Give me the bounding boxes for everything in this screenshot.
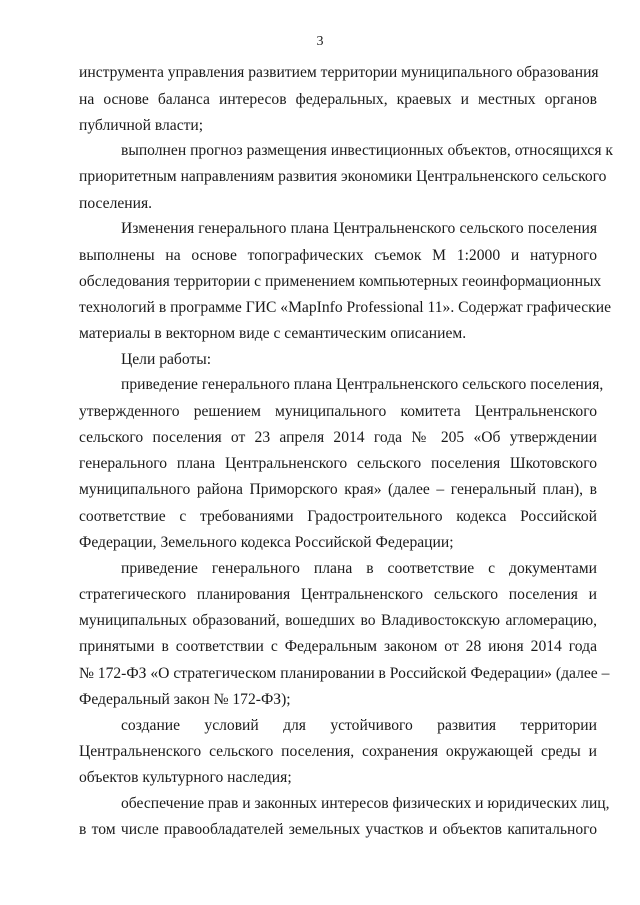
text-line: технологий в программе ГИС «MapInfo Professional 11». Содержат графические [79, 299, 612, 316]
text-line: объектов культурного наследия; [79, 769, 292, 786]
page-number: 3 [316, 34, 324, 49]
text-line: стратегического планирования Центральненского сельского поселения и [79, 586, 597, 603]
text-line: утвержденного решением муниципального комитета Центральненского [79, 403, 597, 420]
text-line: Цели работы: [121, 351, 212, 368]
text-line: Центральненского сельского поселения, сохранения окружающей среды и [79, 743, 597, 760]
text-line: инструмента управления развитием территории муниципального образования [79, 64, 599, 81]
text-line: Федеральный закон № 172-ФЗ); [79, 691, 291, 708]
text-line: выполнен прогноз размещения инвестиционных объектов, относящихся к [121, 142, 614, 159]
text-line: муниципальных образований, вошедших во Владивостокскую агломерацию, [79, 612, 597, 629]
text-line: приоритетным направлениям развития экономики Центральненского сельского [79, 168, 607, 185]
text-line: приведение генерального плана Центральненского сельского поселения, [121, 376, 604, 393]
text-line: сельского поселения от 23 апреля 2014 года № 205 «Об утверждении [79, 429, 597, 446]
text-line: публичной власти; [79, 117, 204, 134]
text-line: создание условий для устойчивого развития территории [121, 717, 597, 734]
text-line: обеспечение прав и законных интересов физических и юридических лиц, [121, 795, 610, 812]
text-line: Федерации, Земельного кодекса Российской Федерации; [79, 534, 454, 551]
text-line: соответствие с требованиями Градостроительного кодекса Российской [79, 508, 597, 525]
text-line: в том числе правообладателей земельных участков и объектов капитального [79, 821, 597, 838]
text-line: Изменения генерального плана Центральненского сельского поселения [121, 220, 597, 237]
text-line: муниципального района Приморского края» (далее – генеральный план), в [79, 481, 597, 498]
text-line: поселения. [79, 195, 153, 212]
text-line: обследования территории с применением компьютерных геоинформационных [79, 273, 602, 290]
text-line: выполнены на основе топографических съемок М 1:2000 и натурного [79, 247, 597, 264]
text-line: приведение генерального плана в соответствие с документами [121, 560, 597, 577]
text-line: № 172-ФЗ «О стратегическом планировании в Российской Федерации» (далее – [79, 665, 610, 682]
text-line: генерального плана Центральненского сельского поселения Шкотовского [79, 455, 597, 472]
text-line: материалы в векторном виде с семантическим описанием. [79, 325, 467, 342]
text-line: на основе баланса интересов федеральных, краевых и местных органов [79, 91, 597, 108]
text-line: принятыми в соответствии с Федеральным законом от 28 июня 2014 года [79, 638, 597, 655]
